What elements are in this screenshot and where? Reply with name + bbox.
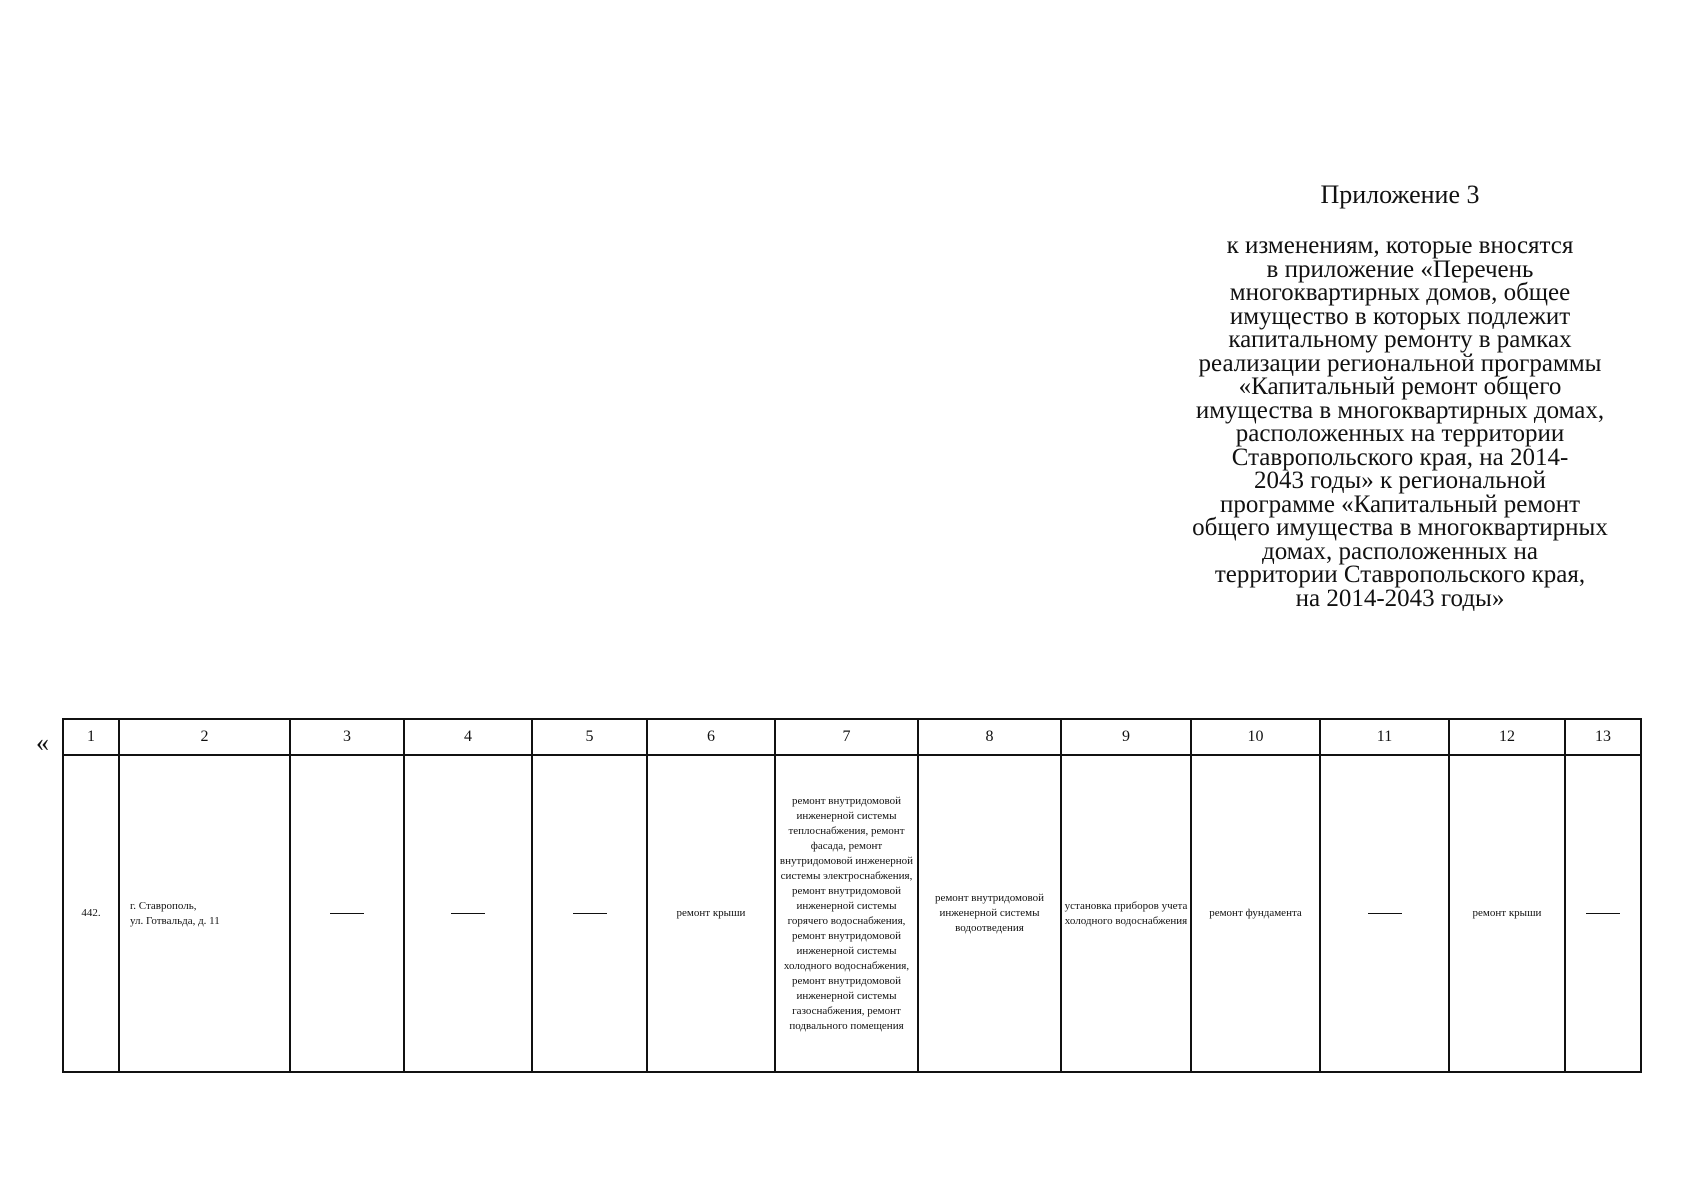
empty-cell xyxy=(290,755,404,1072)
dash-mark xyxy=(330,913,364,914)
caption-line: к изменениям, которые вносятся xyxy=(1226,232,1574,259)
caption-line: на 2014-2043 годы» xyxy=(1295,584,1505,612)
work-type-cell: ремонт внутридомовой инженерной системы водоотведения xyxy=(918,755,1061,1072)
housing-register-table xyxy=(62,718,1642,1073)
work-type-cell: ремонт внутридомовой инженерной системы теплоснабжения, ремонт фасада, ремонт внутридомовой инженерной системы электроснабжения, ремонт внутридомовой инженерной системы горячего водоснабжения, ремонт внутридомовой инженерной системы холодного водоснабжения, ремонт внутридомовой инженерной системы газоснабжения, ремонт подвального помещения xyxy=(775,755,918,1072)
dash-mark xyxy=(451,913,485,914)
caption-line: домах, расположенных на xyxy=(1262,537,1538,565)
work-type-cell: ремонт крыши xyxy=(647,755,775,1072)
empty-cell xyxy=(404,755,532,1072)
column-number: 11 xyxy=(1320,719,1449,755)
caption-line: многоквартирных домов, общее xyxy=(1229,279,1571,306)
caption-line: общего имущества в многоквартирных xyxy=(1192,514,1608,541)
annex-title: Приложение 3 xyxy=(1320,180,1480,209)
empty-cell xyxy=(1565,755,1641,1072)
caption-line: программе «Капитальный ремонт xyxy=(1219,490,1581,518)
column-number: 4 xyxy=(404,719,532,755)
table-row xyxy=(63,755,1641,1072)
column-number-row xyxy=(63,719,1641,755)
work-type-cell: установка приборов учета холодного водоснабжения xyxy=(1061,755,1191,1072)
opening-quote-mark: « xyxy=(36,728,49,757)
caption-line: территории Ставропольского края, xyxy=(1214,561,1586,588)
work-type-cell: ремонт фундамента xyxy=(1191,755,1320,1072)
column-number: 5 xyxy=(532,719,647,755)
column-number: 1 xyxy=(63,719,119,755)
caption-line: Ставропольского края, на 2014- xyxy=(1231,443,1569,471)
column-number: 6 xyxy=(647,719,775,755)
caption-line: в приложение «Перечень xyxy=(1266,255,1534,283)
empty-cell xyxy=(532,755,647,1072)
column-number: 13 xyxy=(1565,719,1641,755)
dash-mark xyxy=(1368,913,1402,914)
caption-line: имущества в многоквартирных домах, xyxy=(1195,396,1605,424)
column-number: 2 xyxy=(119,719,290,755)
caption-line: «Капитальный ремонт общего xyxy=(1238,373,1562,400)
address-city: г. Ставрополь, xyxy=(130,899,197,912)
work-type-cell: ремонт крыши xyxy=(1449,755,1565,1072)
empty-cell xyxy=(1320,755,1449,1072)
caption-line: расположенных на территории xyxy=(1235,420,1565,447)
annex-caption xyxy=(1150,234,1650,610)
column-number: 3 xyxy=(290,719,404,755)
caption-line: капитальному ремонту в рамках xyxy=(1228,326,1572,353)
column-number: 9 xyxy=(1061,719,1191,755)
row-number: 442. xyxy=(63,755,119,1072)
dash-mark xyxy=(573,913,607,914)
dash-mark xyxy=(1586,913,1620,914)
annex-header xyxy=(1150,180,1650,610)
address-street: ул. Готвальда, д. 11 xyxy=(130,914,220,927)
caption-line: имущество в которых подлежит xyxy=(1229,302,1571,330)
column-number: 8 xyxy=(918,719,1061,755)
column-number: 12 xyxy=(1449,719,1565,755)
caption-line: реализации региональной программы xyxy=(1198,349,1602,377)
column-number: 7 xyxy=(775,719,918,755)
house-address xyxy=(119,755,290,1072)
column-number: 10 xyxy=(1191,719,1320,755)
caption-line: 2043 годы» к региональной xyxy=(1254,467,1546,494)
